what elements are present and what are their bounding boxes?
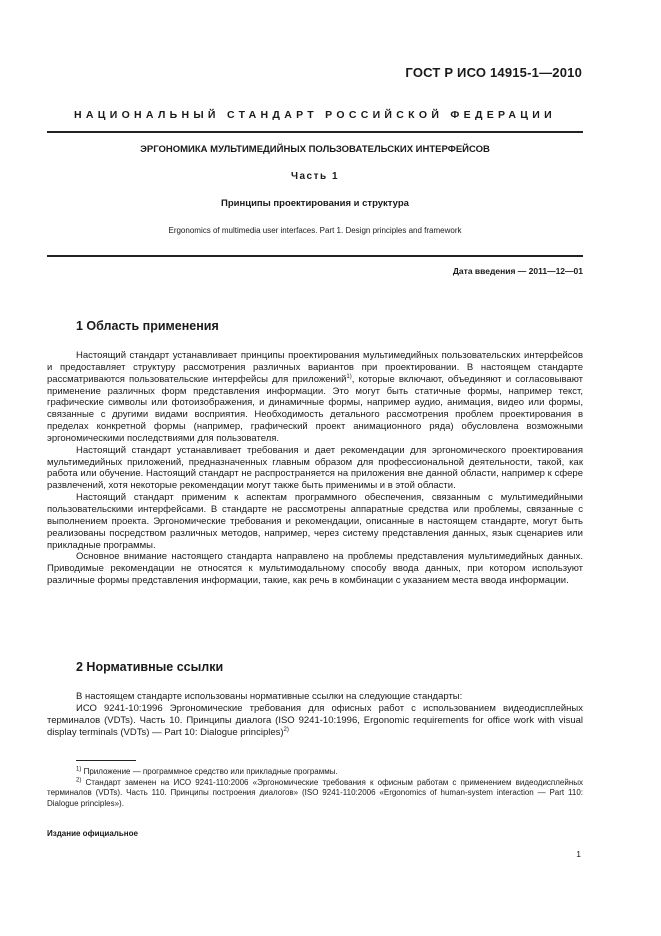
section-1-paragraph-1: Настоящий стандарт устанавливает принципы проектирования мультимедийных пользовательских интерфейсов и предоставляет структуру рассмотрения различных вариантов при проектировании. В настоящем стандарте рассматриваются пользовательские интерфейсы для приложений$^{1)}$, которые включают, объединяют и согласовывают применение различных форм представления информации. Это могут быть статичные формы, например текст, графические символы или фотоизображения, и динамичные формы, например аудио, анимация, видео или формы, связанные с другими видами восприятия. Необходимость детального рассмотрения проблем проектирования в пределах конкретной формы (например, графический проект анимационного ряда) обусловлена возможными эргономическими последствиями для пользователя. (47, 350, 583, 444)
section-1-heading: 1 Область применения (76, 319, 219, 333)
edition-label: Издание официальное (47, 829, 138, 838)
document-title: ЭРГОНОМИКА МУЛЬТИМЕДИЙНЫХ ПОЛЬЗОВАТЕЛЬСКИХ ИНТЕРФЕЙСОВ (140, 144, 490, 155)
part-label: Часть 1 (290, 171, 340, 182)
footnotes (47, 767, 583, 809)
footnote-divider (76, 760, 136, 761)
section-2-body (47, 691, 583, 738)
section-2-paragraph-2: ИСО 9241-10:1996 Эргономические требования для офисных работ с использованием видеодисплейных терминалов (VDTs). Часть 10. Принципы диалога (ISO 9241-10:1996, Ergonomic requirements for office work with visual display terminals (VDTs) — Part 10: Dialogue principles)$^{2)}$ (47, 702, 583, 738)
document-subtitle: Принципы проектирования и структура (221, 198, 409, 209)
footnote-2: $^{2)}$ Стандарт заменен на ИСО 9241-110:2006 «Эргономические требования к офисным работам с применением видеодисплейных терминалов (VDTs). Часть 110. Принципы построения диалогов» (ISO 9241-110:2006 «Ergonomics of human-system interaction — Part 110: Dialogue principles»). (47, 776, 583, 808)
standard-code: ГОСТ Р ИСО 14915-1—2010 (405, 65, 582, 80)
section-1-paragraph-2: Настоящий стандарт устанавливает требования и дает рекомендации для эргономического проектирования мультимедийных приложений, предназначенных главным образом для профессиональной деятельности, такой, как работа или обучение. Настоящий стандарт не распространяется на приложения вне данной области, например к сфере развлечений, хотя некоторые рекомендации могут также быть применимы и в этой области. (47, 444, 583, 492)
section-2-paragraph-1: В настоящем стандарте использованы нормативные ссылки на следующие стандарты: (76, 691, 463, 702)
footnote-ref-1: 1) (346, 373, 352, 380)
section-1-body (47, 350, 583, 587)
english-title: Ergonomics of multimedia user interfaces. Part 1. Design principles and framework (168, 226, 462, 235)
section-2-heading: 2 Нормативные ссылки (76, 660, 224, 674)
introduction-date: Дата введения — 2011—12—01 (452, 266, 583, 276)
section-1-paragraph-3: Настоящий стандарт применим к аспектам программного обеспечения, связанным с мультимедийными пользовательскими интерфейсами. В стандарте не рассмотрены аппаратные средства или проблемы, связанные с выполнением проекта. Эргономические требования и рекомендации, описанные в настоящем стандарте, могут быть реализованы посредством различных методов, например, через систему представления данных, язык сценариев или прикладные программы. (47, 492, 583, 551)
top-divider (47, 131, 583, 133)
page-number: 1 (576, 849, 581, 859)
footnote-ref-2: 2) (283, 726, 289, 733)
national-standard-title: НАЦИОНАЛЬНЫЙ СТАНДАРТ РОССИЙСКОЙ ФЕДЕРАЦИИ (74, 109, 556, 121)
footnote-1: $^{1)}$ Приложение — программное средство или прикладные программы. (76, 766, 338, 776)
title-divider (47, 255, 583, 257)
section-1-paragraph-4: Основное внимание настоящего стандарта направлено на проблемы представления мультимедийных данных. Приводимые рекомендации не относятся к мультимодальному способу ввода данных, при котором используют различные формы представления информации, такие, как речь в комбинации с указанием места ввода информации. (47, 551, 583, 587)
